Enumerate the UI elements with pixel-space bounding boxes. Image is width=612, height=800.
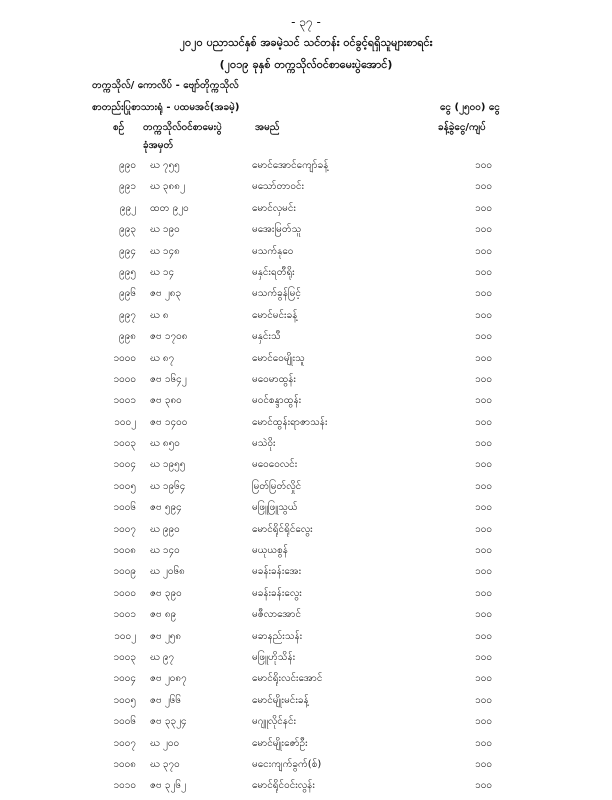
column-header-registration-line2: ခုံအမှတ် (143, 140, 174, 151)
amount: ၁၀၀ (475, 202, 492, 214)
table-row (0, 564, 612, 585)
registration-number: ဇဗ ၃၂၆၂ (150, 780, 186, 792)
student-name: မဝေဝေလင်း (252, 459, 298, 471)
student-name: မဖြူဟိုသိန်း (252, 651, 296, 663)
table-row (0, 393, 612, 414)
amount: ၁၀၀ (475, 181, 492, 193)
amount: ၁၀၀ (475, 245, 492, 257)
student-name: မနှင်းရတီရိုး (252, 266, 295, 278)
amount: ၁၀၀ (475, 480, 492, 492)
row-number: ၁၀၀၅ (113, 694, 136, 706)
student-name: မဝေမာထွန်း (252, 373, 296, 385)
amount: ၁၀၀ (475, 416, 492, 428)
amount: ၁၀၀ (475, 758, 492, 770)
row-number: ၉၉၅ (119, 266, 136, 278)
table-row (0, 543, 612, 564)
column-header-no: စဉ် (113, 122, 125, 133)
row-number: ၉၉၃ (119, 224, 136, 236)
amount: ၁၀၀ (475, 716, 492, 728)
registration-number: ဇဗ ၈၉ (150, 609, 177, 621)
amount: ၁၀၀ (475, 224, 492, 236)
table-row (0, 693, 612, 714)
student-name: မောင်ရိုးလင်းအောင် (252, 673, 323, 685)
table-row (0, 201, 612, 222)
registration-number: ဇဗ ၂၆၆ (150, 694, 182, 706)
university-line: တက္ကသိုလ်/ ကောလိပ် - ဗျော်တိုက္ကသိုလ် (92, 80, 239, 91)
student-name: မသဲဝိုး (252, 438, 276, 450)
registration-number: ဇဗ ၁၄၀၀ (150, 416, 188, 428)
registration-number: ဃ ၈ (150, 309, 169, 321)
amount: ၁၀၀ (475, 545, 492, 557)
registration-number: ဇဗ ၃၈၀ (150, 395, 182, 407)
table-row (0, 286, 612, 307)
registration-number: ဇဗ ၃၉၀ (150, 587, 182, 599)
amount: ၁၀၀ (475, 373, 492, 385)
document-subtitle: (၂၀၁၉ ခုနှစ် တက္ကသိုလ်ဝင်စာမေးပွဲအောင်) (219, 58, 393, 71)
row-number: ၁၀၀၆ (113, 716, 136, 728)
student-name: မသော်တာဝင်း (252, 181, 305, 193)
row-number: ၁၀၀၂ (114, 630, 136, 642)
amount: ၁၀၀ (475, 673, 492, 685)
table-row (0, 671, 612, 692)
student-name: မယုယစွန် (252, 545, 288, 557)
registration-number: ဃ ၃၈၈၂ (150, 181, 185, 193)
student-name: မအေးမြတ်သူ (252, 224, 302, 236)
amount: ၁၀၀ (475, 737, 492, 749)
student-name: မခန်းခန်းအေး (252, 566, 302, 578)
student-name: မသက်နုဝေ (252, 245, 294, 257)
registration-number: ဃ ၁၉၆၄ (150, 480, 186, 492)
registration-number: ဇဗ ၁၇၀၈ (150, 331, 188, 343)
student-name: မောင်မျိုးမင်းခန့် (252, 694, 309, 706)
row-number: ၉၉၄ (119, 245, 136, 257)
table-row (0, 158, 612, 179)
amount: ၁၀၀ (475, 609, 492, 621)
registration-number: ဃ ၉၇ (150, 651, 175, 663)
row-number: ၁၀၀၇ (113, 737, 136, 749)
student-name: မဂျူလိုင်နင်း (252, 716, 297, 728)
row-number: ၁၀၀၁ (113, 395, 136, 407)
column-header-payment: ခန့်ခွဲငွေ/ကျပ် (438, 122, 486, 133)
student-name: မဇီလာအောင် (252, 609, 302, 621)
office-line: စာတည်းပြုစာသားရုံ - ပထမအင်(အခမဲ့) (92, 102, 240, 113)
student-name: မောင်ဝေမျိုးသူ (252, 352, 305, 364)
student-name: မောင်ရိုင်ဝင်းလွန်း (252, 780, 315, 792)
student-name: မောင်မင်းခန့် (252, 309, 298, 321)
table-row (0, 714, 612, 735)
amount: ၁၀၀ (475, 438, 492, 450)
student-name: မောင်ရိုင်ရိုင်လွေး (252, 523, 313, 535)
row-number: ၁၀၀၇ (113, 523, 136, 535)
amount: ၁၀၀ (475, 694, 492, 706)
student-name: မောင်မျိုးဇော်ဦး (252, 737, 308, 749)
student-list (0, 158, 612, 800)
column-header-registration: တက္ကသိုလ်ဝင်စာမေးပွဲ (143, 122, 222, 133)
row-number: ၉၉၂ (119, 202, 136, 214)
table-row (0, 650, 612, 671)
student-name: မောင်အောင်ကျော်ခန့် (252, 160, 329, 171)
table-row (0, 415, 612, 436)
row-number: ၁၀၀၄ (113, 673, 136, 685)
row-number: ၁၀၀၁ (113, 609, 136, 621)
row-number: ၁၀၀၀ (113, 352, 136, 364)
row-number: ၁၀၀၃ (113, 438, 136, 450)
student-name: မြတ်မြတ်လှိုင် (252, 480, 302, 492)
rate-label: ငွေ (၂၅၀၀) ငွေ (440, 102, 500, 113)
registration-number: ဃ ၁၄၀ (150, 545, 180, 557)
student-name: မောင်လှမင်း (252, 202, 296, 214)
registration-number: ဇဗ ၁၆၄၂ (150, 373, 187, 385)
table-row (0, 629, 612, 650)
table-row (0, 457, 612, 478)
table-row (0, 222, 612, 243)
student-name: မောင်ထွန်းရာဇာသန်း (252, 416, 328, 428)
amount: ၁၀၀ (475, 160, 492, 171)
table-row (0, 329, 612, 350)
amount: ၁၀၀ (475, 352, 492, 364)
row-number: ၁၀၀၂ (114, 416, 136, 428)
row-number: ၁၀၀၉ (113, 566, 136, 578)
row-number: ၁၀၀၆ (113, 502, 136, 514)
row-number: ၉၉၈ (119, 331, 136, 343)
registration-number: ဃ ၁၄ (150, 266, 175, 278)
student-name: မခန်းခန်းလွေး (252, 587, 302, 599)
table-row (0, 372, 612, 393)
student-name: မနှင်းသီ (252, 331, 281, 343)
table-row (0, 586, 612, 607)
registration-number: ထတ ၉၂၀ (150, 202, 189, 214)
amount: ၁၀၀ (475, 523, 492, 535)
registration-number: ဃ ၂၀၀ (150, 737, 180, 749)
table-row (0, 308, 612, 329)
amount: ၁၀၀ (475, 630, 492, 642)
row-number: ၉၉၆ (119, 288, 136, 300)
registration-number: ဇဗ ၂၀၈၇ (150, 673, 187, 685)
row-number: ၉၉၀ (119, 160, 136, 171)
table-row (0, 479, 612, 500)
table-row (0, 436, 612, 457)
amount: ၁၀၀ (475, 780, 492, 792)
table-row (0, 522, 612, 543)
column-header-name: အမည် (255, 122, 280, 133)
registration-number: ဃ ၃၇၀ (150, 758, 180, 770)
student-name: မငေးကျက်ခွက်(စ်) (252, 758, 322, 770)
table-row (0, 179, 612, 200)
amount: ၁၀၀ (475, 309, 492, 321)
page-number: - ၃၇ - (291, 15, 321, 29)
amount: ၁၀၀ (475, 651, 492, 663)
amount: ၁၀၀ (475, 395, 492, 407)
table-row (0, 500, 612, 521)
registration-number: ဇဗ ၃၃၂၄ (150, 716, 187, 728)
row-number: ၁၀၀၀ (113, 587, 136, 599)
registration-number: ဃ ၂၀၆၈ (150, 566, 185, 578)
registration-number: ဃ ၁၄၈ (150, 245, 180, 257)
table-row (0, 244, 612, 265)
registration-number: ဇဗ ၅၉၄ (150, 502, 182, 514)
registration-number: ဃ ၉၉၀ (150, 523, 180, 535)
registration-number: ဇဗ ၂၅၈ (150, 630, 182, 642)
student-name: မခာနည်းသန်း (252, 630, 303, 642)
registration-number: ဃ ၁၉၅၅ (150, 459, 186, 471)
row-number: ၁၀၀၄ (113, 459, 136, 471)
row-number: ၁၀၀၈ (113, 758, 136, 770)
registration-number: ဃ ၇၅၅ (150, 160, 180, 171)
amount: ၁၀၀ (475, 331, 492, 343)
row-number: ၁၀၀၈ (113, 545, 136, 557)
row-number: ၉၉၁ (119, 181, 136, 193)
row-number: ၉၉၇ (119, 309, 136, 321)
registration-number: ဇဗ ၂၈၃ (150, 288, 182, 300)
row-number: ၁၀၀၅ (113, 480, 136, 492)
table-row (0, 736, 612, 757)
table-row (0, 607, 612, 628)
table-row (0, 265, 612, 286)
amount: ၁၀၀ (475, 459, 492, 471)
amount: ၁၀၀ (475, 566, 492, 578)
registration-number: ဃ ၈၅၀ (150, 438, 180, 450)
registration-number: ဃ ၈၇ (150, 352, 175, 364)
amount: ၁၀၀ (475, 288, 492, 300)
table-row (0, 351, 612, 372)
registration-number: ဃ ၁၉၀ (150, 224, 180, 236)
table-row (0, 757, 612, 778)
row-number: ၁၀၁၀ (113, 780, 136, 792)
row-number: ၁၀၀၀ (113, 373, 136, 385)
table-row (0, 778, 612, 799)
amount: ၁၀၀ (475, 502, 492, 514)
student-name: မဖြူဖြူသွယ် (252, 502, 298, 514)
amount: ၁၀၀ (475, 587, 492, 599)
row-number: ၁၀၀၃ (113, 651, 136, 663)
student-name: မသက်ခွန်မြင့် (252, 288, 301, 300)
document-title: ၂၀၂၀ ပညာသင်နှစ် အခမဲ့သင် သင်တန်း ဝင်ခွင့်ရရှိသူများစာရင်း (179, 36, 433, 49)
student-name: မဝင်စန္ဒာထွန်း (252, 395, 302, 407)
amount: ၁၀၀ (475, 266, 492, 278)
